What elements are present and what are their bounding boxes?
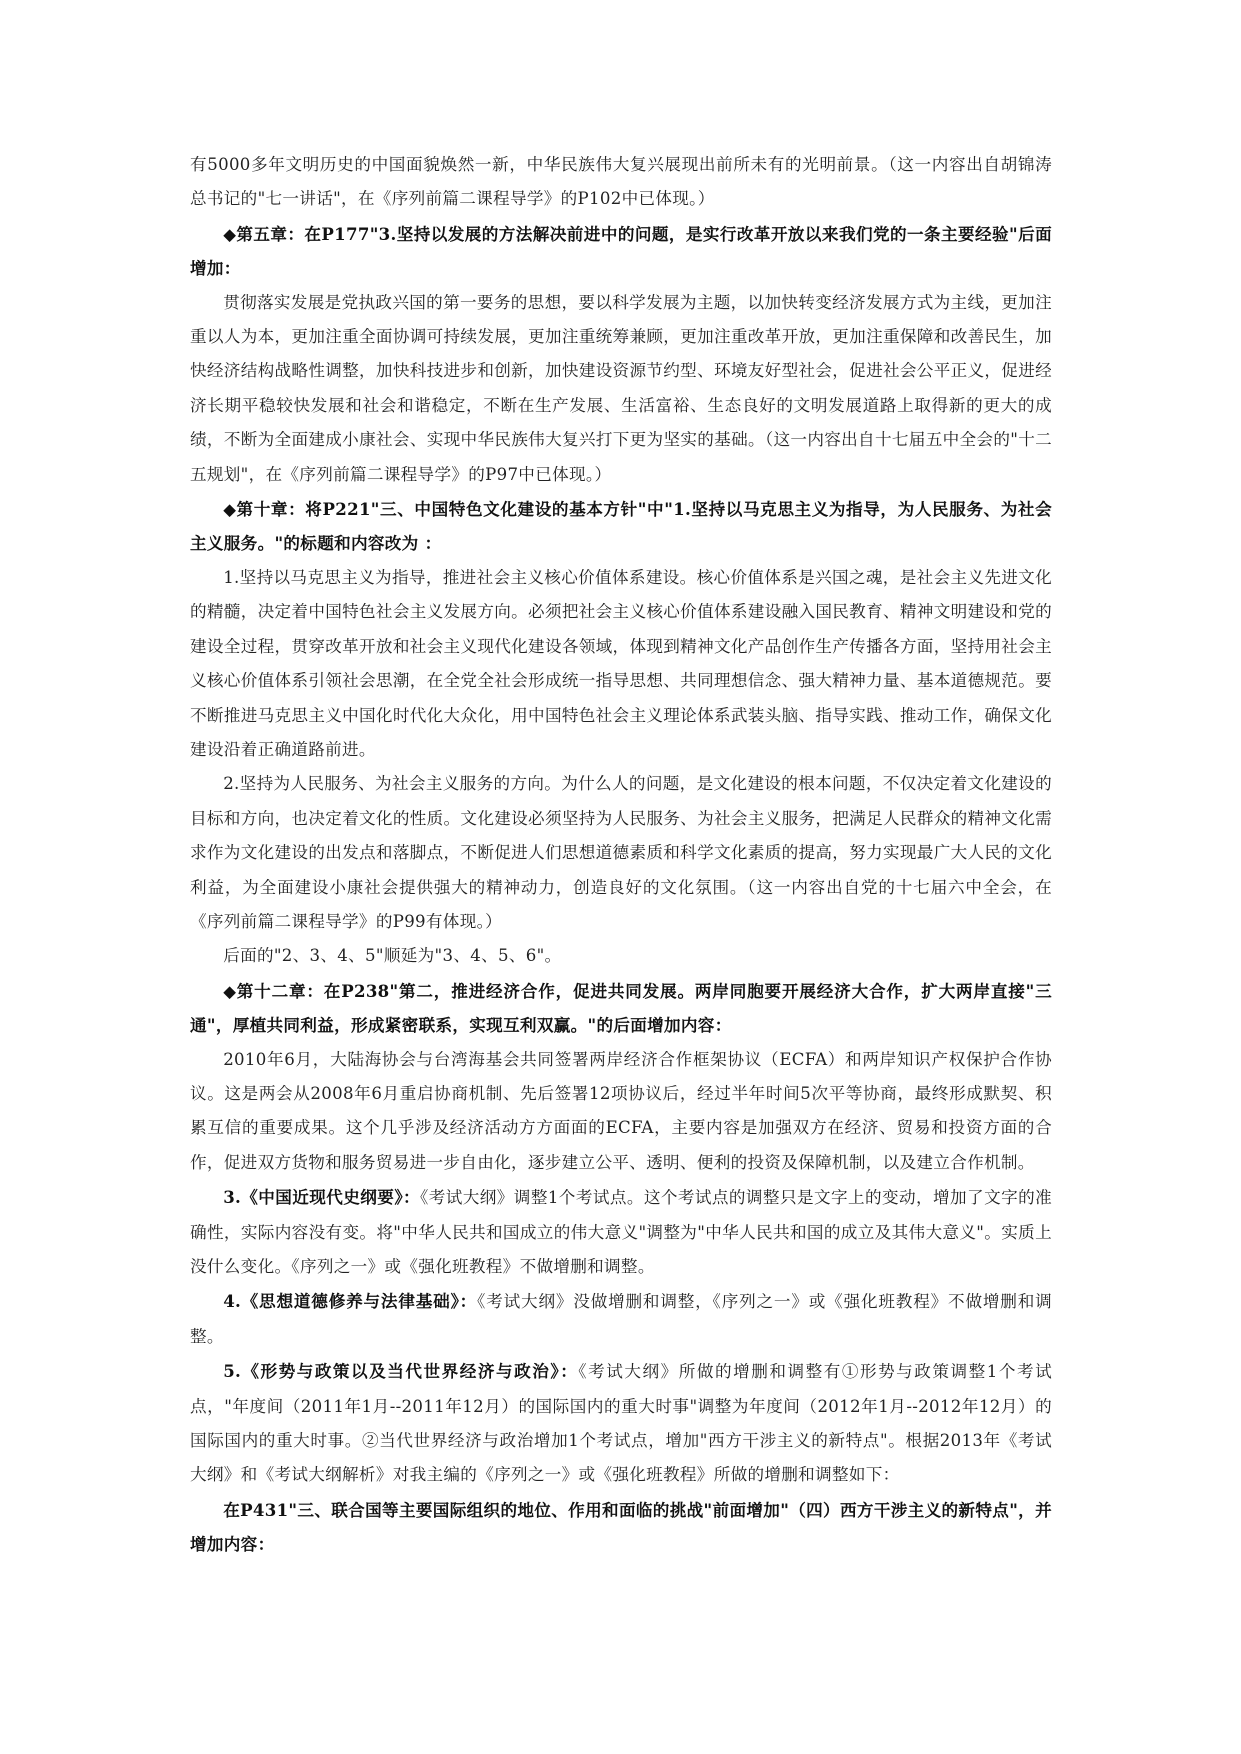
paragraph-text: 1.坚持以马克思主义为指导，推进社会主义核心价值体系建设。核心价值体系是兴国之魂，是社会主义先进文化的精髓，决定着中国特色社会主义发展方向。必须把社会主义核心价值体系建设融入国民教育、精神文明建设和党的建设全过程，贯穿改革开放和社会主义现代化建设各领域，体现到精神文化产品创作生产传播各方面，坚持用社会主义核心价值体系引领社会思潮，在全党全社会形成统一指导思想、共同理想信念、强大精神力量、基本道德规范。要不断推进马克思主义中国化时代化大众化，用中国特色社会主义理论体系武装头脑、指导实践、推动工作，确保文化建设沿着正确道路前进。 <box>190 567 1052 759</box>
paragraph-continuation <box>190 148 1052 217</box>
section-heading-chapter-10 <box>190 492 1052 561</box>
course-title: 5.《形势与政策以及当代世界经济与政治》： <box>223 1361 579 1382</box>
heading-text: ◆第五章：在P177"3.坚持以发展的方法解决前进中的问题，是实行改革开放以来我们党的一条主要经验"后面增加： <box>190 223 1052 279</box>
paragraph-text: 《考试大纲》所做的增删和调整有①形势与政策调整1个考试点，"年度间（2011年1月--2011年12月）的国际国内的重大时事"调整为年度间（2012年1月--2012年12月）的国际国内的重大时事。②当代世界经济与政治增加1个考试点，增加"西方干涉主义的新特点"。根据2013年《考试大纲》和《考试大纲解析》对我主编的《序列之一》或《强化班教程》所做的增删和调整如下： <box>190 1362 1053 1485</box>
document-body <box>190 148 1052 1562</box>
section-heading-p431 <box>190 1493 1052 1562</box>
course-title: 3.《中国近现代史纲要》： <box>223 1187 421 1208</box>
paragraph-body <box>190 767 1052 939</box>
paragraph-text: 有5000多年文明历史的中国面貌焕然一新，中华民族伟大复兴展现出前所未有的光明前景。（这一内容出自胡锦涛总书记的"七一讲话"，在《序列前篇二课程导学》的P102中已体现。） <box>190 155 1052 209</box>
section-heading-chapter-12 <box>190 974 1052 1043</box>
paragraph-text: 2.坚持为人民服务、为社会主义服务的方向。为什么人的问题，是文化建设的根本问题，不仅决定着文化建设的目标和方向，也决定着文化的性质。文化建设必须坚持为人民服务、为社会主义服务，把满足人民群众的精神文化需求作为文化建设的出发点和落脚点，不断促进人们思想道德素质和科学文化素质的提高，努力实现最广大人民的文化利益，为全面建设小康社会提供强大的精神动力，创造良好的文化氛围。（这一内容出自党的十七届六中全会，在《序列前篇二课程导学》的P99有体现。） <box>190 774 1052 931</box>
paragraph-text: 后面的"2、3、4、5"顺延为"3、4、5、6"。 <box>223 946 562 966</box>
paragraph-text: 贯彻落实发展是党执政兴国的第一要务的思想，要以科学发展为主题，以加快转变经济发展方式为主线，更加注重以人为本，更加注重全面协调可持续发展，更加注重统筹兼顾，更加注重改革开放，更加注重保障和改善民生，加快经济结构战略性调整，加快科技进步和创新，加快建设资源节约型、环境友好型社会，促进社会公平正义，促进经济长期平稳较快发展和社会和谐稳定，不断在生产发展、生活富裕、生态良好的文明发展道路上取得新的更大的成绩，不断为全面建成小康社会、实现中华民族伟大复兴打下更为坚实的基础。（这一内容出自十七届五中全会的"十二五规划"，在《序列前篇二课程导学》的P97中已体现。） <box>190 292 1052 484</box>
paragraph-course-5 <box>190 1354 1052 1493</box>
section-heading-chapter-5 <box>190 217 1052 286</box>
paragraph-body <box>190 1043 1052 1181</box>
paragraph-body <box>190 939 1052 973</box>
paragraph-course-4 <box>190 1284 1052 1354</box>
paragraph-text: 2010年6月，大陆海协会与台湾海基会共同签署两岸经济合作框架协议（ECFA）和两岸知识产权保护合作协议。这是两会从2008年6月重启协商机制、先后签署12项协议后，经过半年时间5次平等协商，最终形成默契、积累互信的重要成果。这个几乎涉及经济活动方方面面的ECFA，主要内容是加强双方在经济、贸易和投资方面的合作，促进双方货物和服务贸易进一步自由化，逐步建立公平、透明、便利的投资及保障机制，以及建立合作机制。 <box>190 1049 1052 1172</box>
heading-text: ◆第十二章：在P238"第二，推进经济合作，促进共同发展。两岸同胞要开展经济大合作，扩大两岸直接"三通"，厚植共同利益，形成紧密联系，实现互利双赢。"的后面增加内容： <box>190 980 1052 1036</box>
paragraph-body <box>190 561 1052 767</box>
paragraph-course-3 <box>190 1180 1052 1284</box>
heading-text: 在P431"三、联合国等主要国际组织的地位、作用和面临的挑战"前面增加"（四）西方干涉主义的新特点"，并增加内容： <box>190 1499 1052 1555</box>
course-title: 4.《思想道德修养与法律基础》： <box>223 1291 478 1312</box>
heading-text: ◆第十章：将P221"三、中国特色文化建设的基本方针"中"1.坚持以马克思主义为指导，为人民服务、为社会主义服务。"的标题和内容改为 ： <box>190 499 1052 554</box>
paragraph-body <box>190 286 1052 492</box>
paragraph-text: 《考试大纲》没做增删和调整，《序列之一》或《强化班教程》不做增删和调整。 <box>190 1292 1052 1346</box>
paragraph-text: 《考试大纲》调整1个考试点。这个考试点的调整只是文字上的变动，增加了文字的准确性，实际内容没有变。将"中华人民共和国成立的伟大意义"调整为"中华人民共和国的成立及其伟大意义"。实质上没什么变化。《序列之一》或《强化班教程》不做增删和调整。 <box>190 1188 1052 1276</box>
